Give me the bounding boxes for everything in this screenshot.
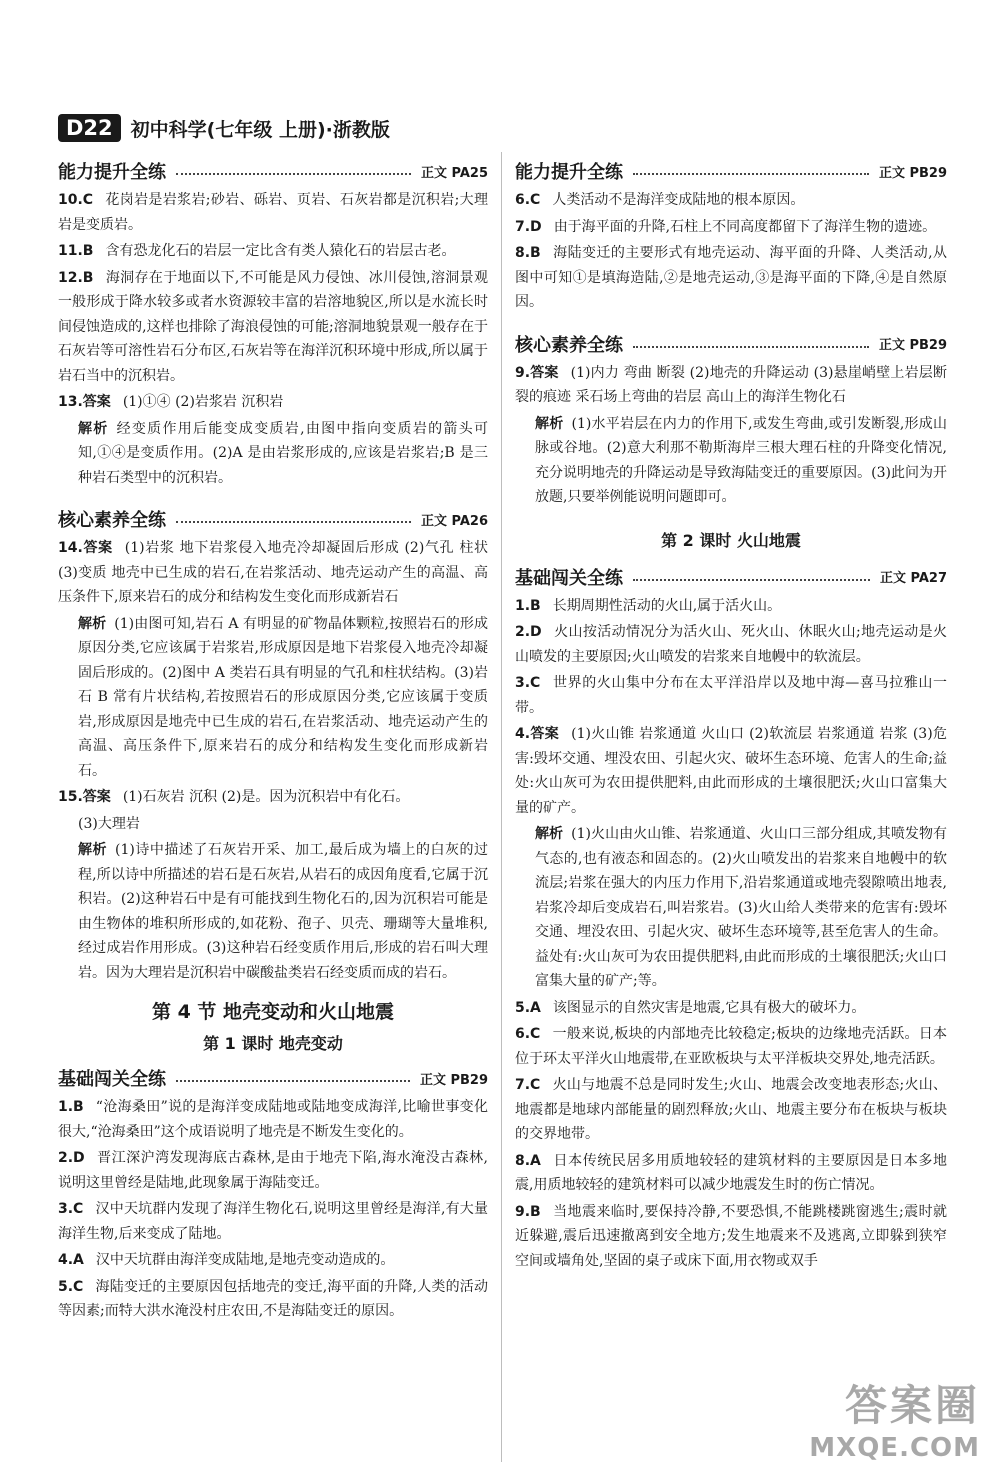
answer-text: 人类活动不是海洋变成陆地的根本原因。 [552, 192, 805, 208]
analysis-item [535, 822, 947, 994]
analysis-text: 经变质作用后能变成变质岩,由图中指向变质岩的箭头可知,①④是变质作用。(2)A 是由岩浆形成的,应该是岩浆岩;B 是三种岩石类型中的沉积岩。 [78, 420, 489, 486]
answer-text: 日本传统民居多用质地较轻的建筑材料的主要原因是日本多地震,用质地较轻的建筑材料可以减少地震发生时的伤亡情况。 [515, 1152, 947, 1193]
lesson-title: 第 1 课时 地壳变动 [203, 1034, 343, 1053]
section-header [515, 327, 947, 361]
answer-item [515, 1073, 947, 1147]
dotted-leader [633, 346, 869, 348]
question-number: 15.答案 [58, 789, 111, 805]
answer-text: (1)火山锥 岩浆通道 火山口 (2)软流层 岩浆通道 岩浆 (3)危害:毁坏交通、埋没农田、引起火灾、破坏生态环境、危害人的生命;益处:火山灰可为农田提供肥料,由此而形成的土壤很肥沃;火山口富集大量的矿产。 [515, 726, 947, 816]
answer-item [515, 215, 947, 240]
right-column [515, 152, 947, 1275]
watermark-url: MXQE.COM [809, 1433, 980, 1463]
question-number: 6.C [515, 1026, 541, 1042]
answer-item [515, 996, 947, 1021]
question-number: 3.C [58, 1201, 84, 1217]
answer-item [515, 620, 947, 669]
page-header [58, 112, 390, 144]
dotted-leader [176, 173, 411, 175]
answer-text: (1)岩浆 地下岩浆侵入地壳冷却凝固后形成 (2)气孔 柱状 (3)变质 地壳中已生成的岩石,在岩浆活动、地壳运动产生的高温、高压条件下,原来岩石的成分和结构发生变化而形成新岩石 [58, 540, 488, 605]
question-number: 2.D [515, 624, 542, 640]
watermark-logo-text: 答案圈 [844, 1381, 980, 1430]
answer-text: 海陆变迁的主要原因包括地壳的变迁,海平面的升降,人类的活动等因素;而特大洪水淹没村庄农田,不是海陆变迁的原因。 [58, 1278, 488, 1319]
answer-item [58, 390, 488, 415]
section-ref: 正文 PB29 [419, 1072, 488, 1088]
answer-item [58, 1248, 488, 1273]
answer-item [58, 785, 488, 810]
column-divider [501, 152, 502, 1462]
section-ref: 正文 PA27 [879, 571, 947, 586]
section-header [58, 1061, 488, 1095]
answer-text: (1)①④ (2)岩浆岩 沉积岩 [122, 394, 284, 410]
question-number: 2.D [58, 1150, 85, 1166]
question-number: 12.B [58, 269, 94, 286]
answer-text: 汉中天坑群内发现了海洋生物化石,说明这里曾经是海洋,有大量海洋生物,后来变成了陆地。 [58, 1201, 488, 1242]
analysis-tag: 解析 [78, 420, 109, 437]
analysis-tag: 解析 [78, 842, 108, 858]
section-header [515, 560, 947, 594]
answer-text: 花岗岩是岩浆岩;砂岩、砾岩、页岩、石灰岩都是沉积岩;大理岩是变质岩。 [58, 192, 488, 233]
answer-text: (1)内力 弯曲 断裂 (2)地壳的升降运动 (3)悬崖峭壁上岩层断裂的痕迹 采石场上弯曲的岩层 高山上的海洋生物化石 [515, 364, 947, 405]
dotted-leader [176, 521, 411, 523]
answer-item [515, 188, 947, 213]
answer-item [515, 1022, 947, 1071]
left-column [58, 152, 488, 1326]
question-number: 11.B [58, 243, 94, 259]
section-title: 核心素养全练 [58, 510, 166, 531]
answer-item [515, 1149, 947, 1198]
answer-item [58, 1275, 488, 1324]
section-ref: 正文 PA26 [420, 513, 488, 529]
question-number: 4.A [58, 1252, 84, 1268]
question-number: 14.答案 [58, 540, 113, 556]
answer-text: 汉中天坑群由海洋变成陆地,是地壳变动造成的。 [95, 1252, 395, 1268]
lesson-title: 第 2 课时 火山地震 [661, 530, 801, 550]
answer-text: 含有恐龙化石的岩层一定比含有类人猿化石的岩层古老。 [105, 243, 456, 259]
watermark [809, 1373, 980, 1463]
answer-text: (1)石灰岩 沉积 (2)是。因为沉积岩中有化石。 [122, 789, 410, 805]
dotted-leader [176, 1080, 410, 1082]
dotted-leader [633, 579, 870, 581]
answer-text: 该图显示的自然灾害是地震,它具有极大的破坏力。 [552, 999, 866, 1016]
analysis-tag: 解析 [535, 826, 564, 842]
analysis-text: (1)火山由火山锥、岩浆通道、火山口三部分组成,其喷发物有气态的,也有液态和固态的。(2)火山喷发出的岩浆来自地幔中的软流层;岩浆在强大的内压力作用下,沿岩浆通道或地壳裂隙喷出地表,岩浆冷却后变成岩石,叫岩浆岩。(3)火山给人类带来的危害有:毁坏交通、埋没农田、引起火灾、破坏生态环境等,甚至危害人的生命。益处有:火山灰可为农田提供肥料,由此而形成的土壤很肥沃;火山口富集大量的矿产;等。 [535, 826, 948, 989]
answer-text: 一般来说,板块的内部地壳比较稳定;板块的边缘地壳活跃。日本位于环太平洋火山地震带,在亚欧板块与太平洋板块交界处,地壳活跃。 [515, 1026, 947, 1067]
section-title: 基础闯关全练 [515, 567, 623, 589]
analysis-item [78, 417, 488, 491]
section-title: 能力提升全练 [515, 162, 623, 183]
analysis-text: (1)诗中描述了石灰岩开采、加工,最后成为墙上的白灰的过程,所以诗中所描述的岩石是石灰岩,从岩石的成因角度看,它属于沉积岩。(2)这种岩石中是有可能找到生物化石的,因为沉积岩可能是由生物体的堆积所形成的,如花粉、孢子、贝壳、珊瑚等大量堆积,经过成岩作用形成。(3)这种岩石经变质作用后,形成的岩石叫大理岩。因为大理岩是沉积岩中碳酸盐类岩石经变质而成的岩石。 [78, 842, 489, 981]
book-title: 初中科学(七年级 上册)·浙教版 [130, 118, 390, 141]
answer-item [58, 239, 488, 264]
section-header [58, 154, 488, 188]
question-number: 3.C [515, 675, 541, 691]
section-header [515, 154, 947, 188]
section-ref: 正文 PB29 [878, 338, 947, 353]
answer-item [515, 594, 947, 619]
question-number: 5.A [515, 999, 541, 1016]
question-number: 9.B [515, 1203, 541, 1220]
answer-item [515, 1200, 947, 1274]
analysis-text: (1)水平岩层在内力的作用下,或发生弯曲,或引发断裂,形成山脉或谷地。(2)意大利那不勒斯海岸三根大理石柱的升降变化情况,充分说明地壳的升降运动是导致海陆变迁的重要原因。(3)此问为开放题,只要举例能说明问题即可。 [535, 415, 948, 505]
answer-text: 长期周期性活动的火山,属于活火山。 [552, 597, 782, 614]
analysis-tag: 解析 [535, 415, 564, 432]
question-number: 4.答案 [515, 726, 560, 742]
answer-item [515, 361, 947, 410]
answer-item [58, 536, 488, 610]
dotted-leader [633, 173, 869, 175]
page-number-badge: D22 [58, 114, 121, 142]
section-ref: 正文 PB29 [878, 165, 947, 181]
answer-item [58, 1197, 488, 1246]
answer-item [58, 1146, 488, 1195]
section-title: 能力提升全练 [58, 162, 166, 183]
analysis-item [78, 612, 488, 784]
answer-text: 火山按活动情况分为活火山、死火山、休眠火山;地壳运动是火山喷发的主要原因;火山喷发的岩浆来自地幔中的软流层。 [515, 624, 947, 665]
analysis-item [535, 412, 947, 510]
answer-item [515, 722, 947, 820]
analysis-tag: 解析 [78, 615, 107, 632]
answer-item [58, 188, 488, 237]
question-number: 9.答案 [515, 364, 559, 381]
answer-text: 由于海平面的升降,石柱上不同高度都留下了海洋生物的遗迹。 [553, 218, 937, 235]
answer-text: 晋江深沪湾发现海底古森林,是由于地壳下陷,海水淹没古森林,说明这里曾经是陆地,此现象属于海陆变迁。 [58, 1150, 488, 1191]
question-number: 1.B [515, 597, 541, 614]
section-header [58, 502, 488, 536]
question-number: 13.答案 [58, 394, 111, 410]
analysis-item [78, 838, 488, 985]
section-title: 核心素养全练 [515, 334, 623, 356]
question-number: 8.A [515, 1152, 541, 1169]
chapter-title: 第 4 节 地壳变动和火山地震 [151, 1001, 395, 1023]
question-number: 6.C [515, 192, 541, 208]
section-ref: 正文 PA25 [420, 165, 488, 181]
answer-text: “沧海桑田”说的是海洋变成陆地或陆地变成海洋,比喻世事变化很大,“沧海桑田”这个成语说明了地壳是不断发生变化的。 [58, 1099, 488, 1140]
answer-text: 当地震来临时,要保持冷静,不要恐惧,不能跳楼跳窗逃生;震时就近躲避,震后迅速撤离到安全地方;发生地震来不及逃离,立即躲到狭窄空间或墙角处,坚固的桌子或床下面,用衣物或双手 [515, 1203, 947, 1269]
answer-text: 世界的火山集中分布在太平洋沿岸以及地中海—喜马拉雅山一带。 [515, 675, 947, 716]
answer-item [515, 671, 947, 720]
question-number: 7.C [515, 1077, 541, 1093]
answer-text: 海洞存在于地面以下,不可能是风力侵蚀、冰川侵蚀,溶洞景观一般形成于降水较多或者水资源较丰富的岩溶地貌区,所以是水流长时间侵蚀造成的,这样也排除了海浪侵蚀的可能;溶洞地貌景观一般存在于石灰岩等可溶性岩石分布区,石灰岩等在海洋沉积环境中形成,所以属于岩石当中的沉积岩。 [58, 269, 488, 384]
question-number: 7.D [515, 218, 542, 235]
answer-text: 海陆变迁的主要形式有地壳运动、海平面的升降、人类活动,从图中可知①是填海造陆,②是地壳运动,③是海平面的下降,④是自然原因。 [515, 245, 947, 310]
question-number: 8.B [515, 245, 541, 261]
analysis-text: (1)由图可知,岩石 A 有明显的矿物晶体颗粒,按照岩石的形成原因分类,它应该属于岩浆岩,形成原因是地下岩浆侵入地壳冷却凝固后形成的。(2)图中 A 类岩石具有明显的气孔和柱状结构。(3)岩石 B 常有片状结构,若按照岩石的形成原因分类,它应该属于变质岩,形成原因是地壳中已生成的岩石,在岩浆活动、地壳运动产生的高温、高压条件下,原来岩石的成分和结构发生变化而形成新岩石。 [78, 615, 488, 779]
question-number: 10.C [58, 192, 94, 208]
answer-sub-item: (3)大理岩 [78, 815, 140, 832]
answer-item [515, 241, 947, 315]
answer-item [58, 1095, 488, 1144]
question-number: 1.B [58, 1099, 84, 1115]
section-title: 基础闯关全练 [58, 1069, 166, 1090]
answer-text: 火山与地震不总是同时发生;火山、地震会改变地表形态;火山、地震都是地球内部能量的剧烈释放;火山、地震主要分布在板块与板块的交界地带。 [515, 1077, 947, 1142]
answer-item [58, 266, 488, 389]
question-number: 5.C [58, 1278, 84, 1295]
